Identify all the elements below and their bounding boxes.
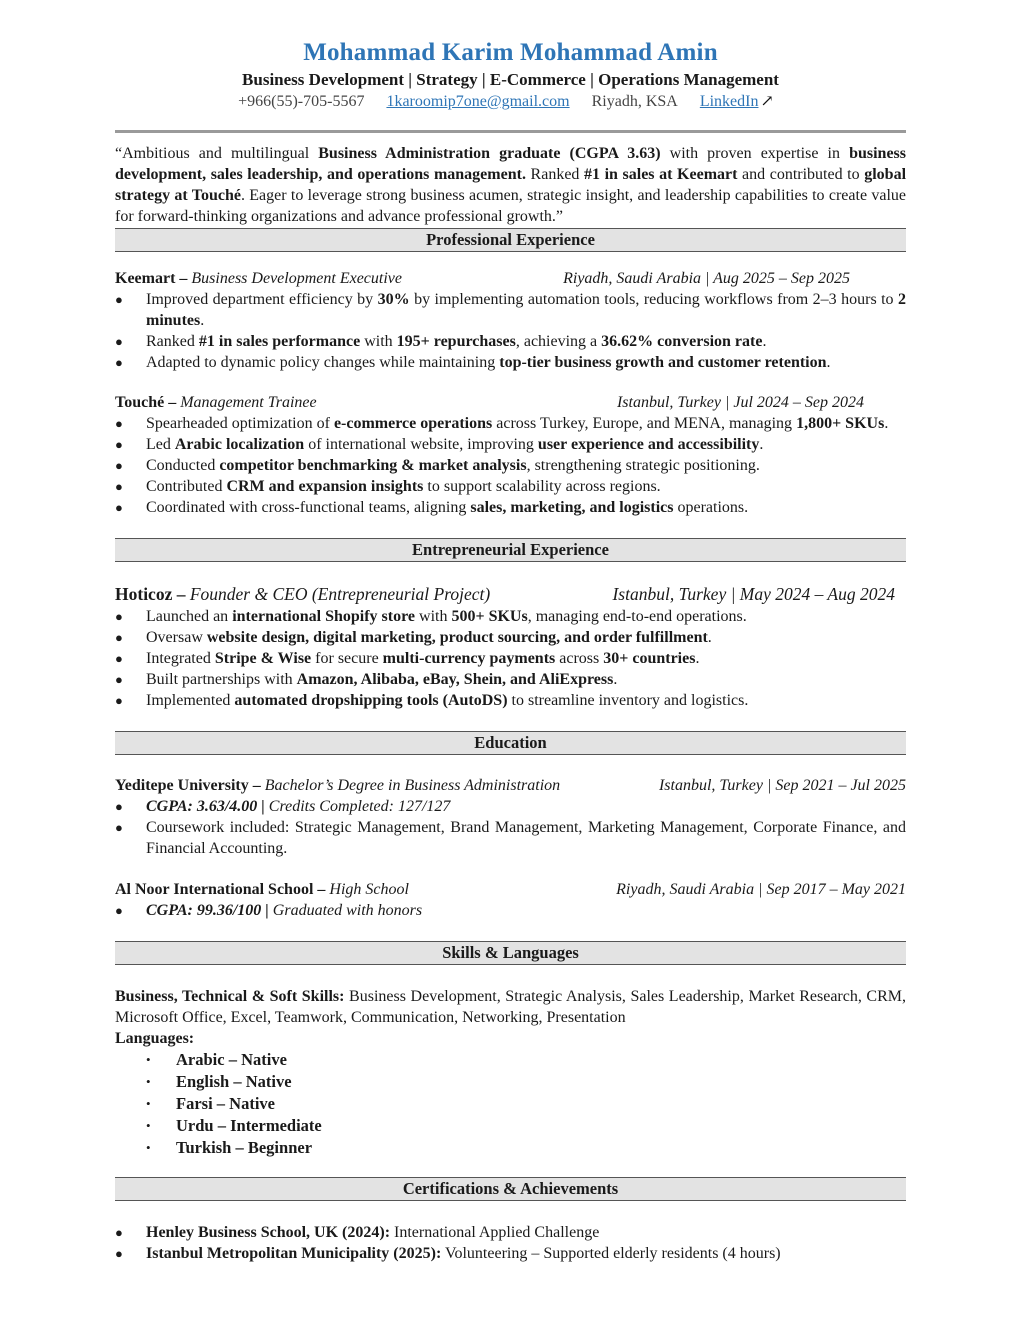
section-education: Education [115,731,906,755]
entry-yeditepe: Yeditepe University – Bachelor’s Degree in Business Administration Istanbul, Turkey | Sep 2021 – Jul 2025 [115,777,906,794]
resume-page [115,38,906,1264]
languages-list [115,1049,906,1159]
languages-label: Languages: [115,1030,195,1047]
list-item: ● Led Arabic localization of international website, improving user experience and accessibility. [115,436,764,453]
skills-paragraph: Business, Technical & Soft Skills: Business Development, Strategic Analysis, Sales Leadership, Market Research, CRM, Microsoft Office, Excel, Teamwork, Communication, Networking, Presentation [115,988,907,1026]
linkedin-link[interactable]: LinkedIn [699,93,759,110]
list-item: ● Coursework included: Strategic Management, Brand Management, Marketing Management, Corporate Finance, and Financial Accounting. [115,819,906,857]
list-item: ● Spearheaded optimization of e-commerce operations across Turkey, Europe, and MENA, managing 1,800+ SKUs. [115,415,889,432]
tagline: Business Development | Strategy | E-Commerce | Operations Management [242,70,779,89]
list-item: ● Launched an international Shopify store with 500+ SKUs, managing end-to-end operations. [115,608,747,625]
list-item: ● CGPA: 3.63/4.00 | Credits Completed: 127/127 [115,798,451,815]
entry-keemart: Keemart – Business Development Executive Riyadh, Saudi Arabia | Aug 2025 – Sep 2025 [115,270,850,287]
list-item: ● Adapted to dynamic policy changes while maintaining top-tier business growth and customer retention. [115,354,831,371]
list-item: ● Contributed CRM and expansion insights to support scalability across regions. [115,478,661,495]
touche-bullets [115,413,906,518]
list-item: • Urdu – Intermediate [146,1116,322,1135]
location: Riyadh, KSA [591,93,678,110]
contact-line [115,91,906,113]
section-entrepreneurial-experience: Entrepreneurial Experience [115,538,906,562]
section-professional-experience: Professional Experience [115,228,906,252]
list-item: • Turkish – Beginner [146,1138,313,1157]
list-item: ● Integrated Stripe & Wise for secure multi-currency payments across 30+ countries. [115,650,700,667]
email-link[interactable]: 1karoomip7one@gmail.com [386,93,570,110]
external-link-icon: ↗ [760,93,774,110]
header-divider [115,130,906,133]
certifications-list [115,1222,906,1264]
entry-touche: Touché – Management Trainee Istanbul, Turkey | Jul 2024 – Sep 2024 [115,394,864,411]
list-item: • Farsi – Native [146,1094,275,1113]
list-item: ● Implemented automated dropshipping tools (AutoDS) to streamline inventory and logistics. [115,692,749,709]
phone: +966(55)-705-5567 [238,93,365,110]
section-certifications: Certifications & Achievements [115,1177,906,1201]
list-item: • Arabic – Native [146,1050,287,1069]
list-item: ● Ranked #1 in sales performance with 195+ repurchases, achieving a 36.62% conversion rate. [115,333,767,350]
hoticoz-bullets [115,606,906,711]
list-item: ● Built partnerships with Amazon, Alibaba, eBay, Shein, and AliExpress. [115,671,618,688]
al-noor-bullets [115,900,906,921]
candidate-name: Mohammad Karim Mohammad Amin [303,39,718,66]
entry-hoticoz: Hoticoz – Founder & CEO (Entrepreneurial Project) Istanbul, Turkey | May 2024 – Aug 2024 [115,584,895,604]
summary-paragraph: “Ambitious and multilingual Business Administration graduate (CGPA 3.63) with proven expertise in business development, sales leadership, and operations management. Ranked #1 in sales at Keemart and contributed to global strategy at Touché. Eager to leverage strong business acumen, strategic insight, and leadership capabilities to create value for forward-thinking organizations and advance professional growth.” [115,145,907,225]
list-item: ● Improved department efficiency by 30% by implementing automation tools, reducing workflows from 2–3 hours to 2 minutes. [115,291,906,329]
list-item: ● CGPA: 99.36/100 | Graduated with honors [115,902,423,919]
yeditepe-bullets [115,796,906,859]
list-item: ● Oversaw website design, digital marketing, product sourcing, and order fulfillment. [115,629,712,646]
list-item: ● Conducted competitor benchmarking & market analysis, strengthening strategic positioning. [115,457,760,474]
entry-al-noor: Al Noor International School – High School Riyadh, Saudi Arabia | Sep 2017 – May 2021 [115,881,906,898]
list-item: ● Istanbul Metropolitan Municipality (2025): Volunteering – Supported elderly residents (4 hours) [115,1245,781,1262]
list-item: • English – Native [146,1072,292,1091]
list-item: ● Coordinated with cross-functional teams, aligning sales, marketing, and logistics operations. [115,499,749,516]
keemart-bullets [115,289,906,373]
list-item: ● Henley Business School, UK (2024): International Applied Challenge [115,1224,600,1241]
section-skills-languages: Skills & Languages [115,941,906,965]
